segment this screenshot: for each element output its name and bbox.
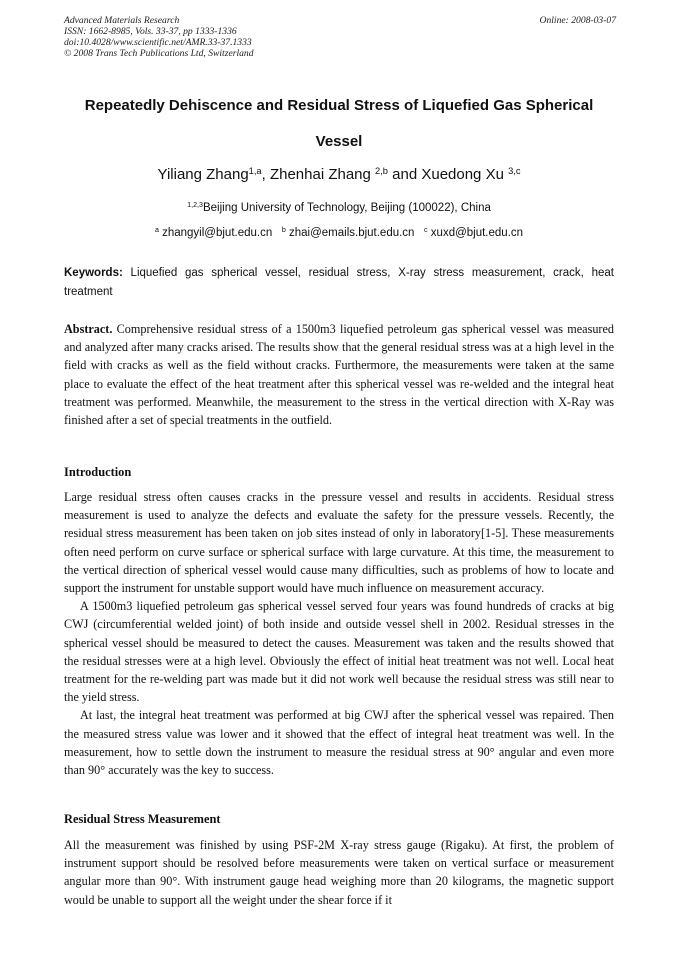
intro-paragraph-2: A 1500m3 liquefied petroleum gas spherical vessel served four years was found hundreds of cracks at big CWJ (circumferential welded joint) of both inside and outside vessel shell in 2002. Residual stresses in the spherical vessel should be measured to detect the causes. Measurement was taken and the results showed that the residual stresses were at a high level. Obviously the effect of initial heat treatment was not well. Local heat treatment for the re-welding part was made but it did not work well because the residual stress was still near to the yield stress.	[64, 599, 614, 705]
introduction-heading: Introduction	[64, 465, 132, 479]
email-b-sup: b	[281, 226, 286, 235]
author-emails	[60, 227, 618, 239]
keywords-text: Liquefied gas spherical vessel, residual stress, X-ray stress measurement, crack, heat treatment	[64, 267, 614, 298]
intro-paragraph-3: At last, the integral heat treatment was performed at big CWJ after the spherical vessel was repaired. Then the measured stress value was lower and it showed that the effect of integral heat treatment was well. In the measurement, how to settle down the instrument to measure the residual stress at 90° angular and even more than 90° accurately was the key to success.	[64, 708, 614, 778]
author-sep-1: ,	[261, 166, 270, 183]
doi-line: doi:10.4028/www.scientific.net/AMR.33-37.1333	[64, 37, 252, 48]
rsm-paragraph-1: All the measurement was finished by using PSF-2M X-ray stress gauge (Rigaku). At first, the problem of instrument support should be resolved before measurements were taken on vertical surface or measurement angular more than 90°. With instrument gauge head weighing more than 20 kilograms, the magnetic support would be unable to support all the weight under the shear force if it	[64, 838, 614, 907]
rsm-body	[64, 836, 614, 909]
introduction-body	[64, 488, 614, 779]
online-date: Online: 2008-03-07	[539, 15, 616, 26]
author-sep-2: and	[387, 166, 422, 183]
author-3-name: Xuedong Xu	[421, 166, 509, 183]
author-3-sup: 3,c	[508, 165, 521, 176]
intro-paragraph-1: Large residual stress often causes cracks in the pressure vessel and results in accidents. Residual stress measurement is used to analyze the defects and evaluate the safety for the pressure vessels. Recently, the residual stress measurement has been taken on job sites instead of only in laboratory[1-5]. These measurements often need perform on curve surface or spherical surface with large curvature. At this time, the measurement to the vertical direction of spherical vessel would cause many difficulties, such as problems of how to locate and support the instrument for unstable support would have much influence on measurement accuracy.	[64, 490, 614, 596]
affiliation-text: Beijing University of Technology, Beijing (100022), China	[202, 202, 491, 214]
abstract-text: Comprehensive residual stress of a 1500m3 liquefied petroleum gas spherical vessel was measured and analyzed after many cracks arised. The results show that the general residual stress was at a high level in the field with cracks as well as the field without cracks. Furthermore, the measurements were taken at the same place to evaluate the effect of the heat treatment after this spherical vessel was re-welded and the integral heat treatment was performed. Meanwhile, the measurement to the stress in the vertical direction with X-Ray was finished after a set of special treatments in the outfield.	[64, 322, 614, 428]
author-2-name: Zhenhai Zhang	[269, 166, 376, 183]
title-line-1: Repeatedly Dehiscence and Residual Stress of Liquefied Gas Spherical	[84, 97, 594, 114]
email-b: zhai@emails.bjut.edu.cn	[285, 227, 415, 239]
journal-header	[64, 15, 616, 59]
email-c: xuxd@bjut.edu.cn	[427, 227, 524, 239]
journal-name: Advanced Materials Research	[64, 15, 180, 26]
rsm-heading: Residual Stress Measurement	[64, 812, 221, 826]
affiliation-sup: 1,2,3	[187, 201, 203, 210]
title-line-2: Vessel	[315, 133, 363, 150]
email-a-sup: a	[154, 226, 159, 235]
author-1-name: Yiliang Zhang	[157, 166, 249, 183]
affiliation	[60, 202, 618, 214]
issn-line: ISSN: 1662-8985, Vols. 33-37, pp 1333-1336	[64, 26, 237, 37]
author-list	[60, 166, 618, 183]
abstract	[64, 320, 614, 429]
paper-title	[50, 88, 628, 160]
email-a: zhangyil@bjut.edu.cn	[158, 227, 273, 239]
keywords	[64, 264, 614, 302]
author-1-sup: 1,a	[248, 165, 262, 176]
keywords-label: Keywords:	[64, 267, 123, 279]
author-2-sup: 2,b	[375, 165, 388, 176]
abstract-label: Abstract.	[64, 322, 113, 336]
copyright-line: © 2008 Trans Tech Publications Ltd, Switzerland	[64, 48, 254, 59]
email-c-sup: c	[424, 226, 428, 235]
